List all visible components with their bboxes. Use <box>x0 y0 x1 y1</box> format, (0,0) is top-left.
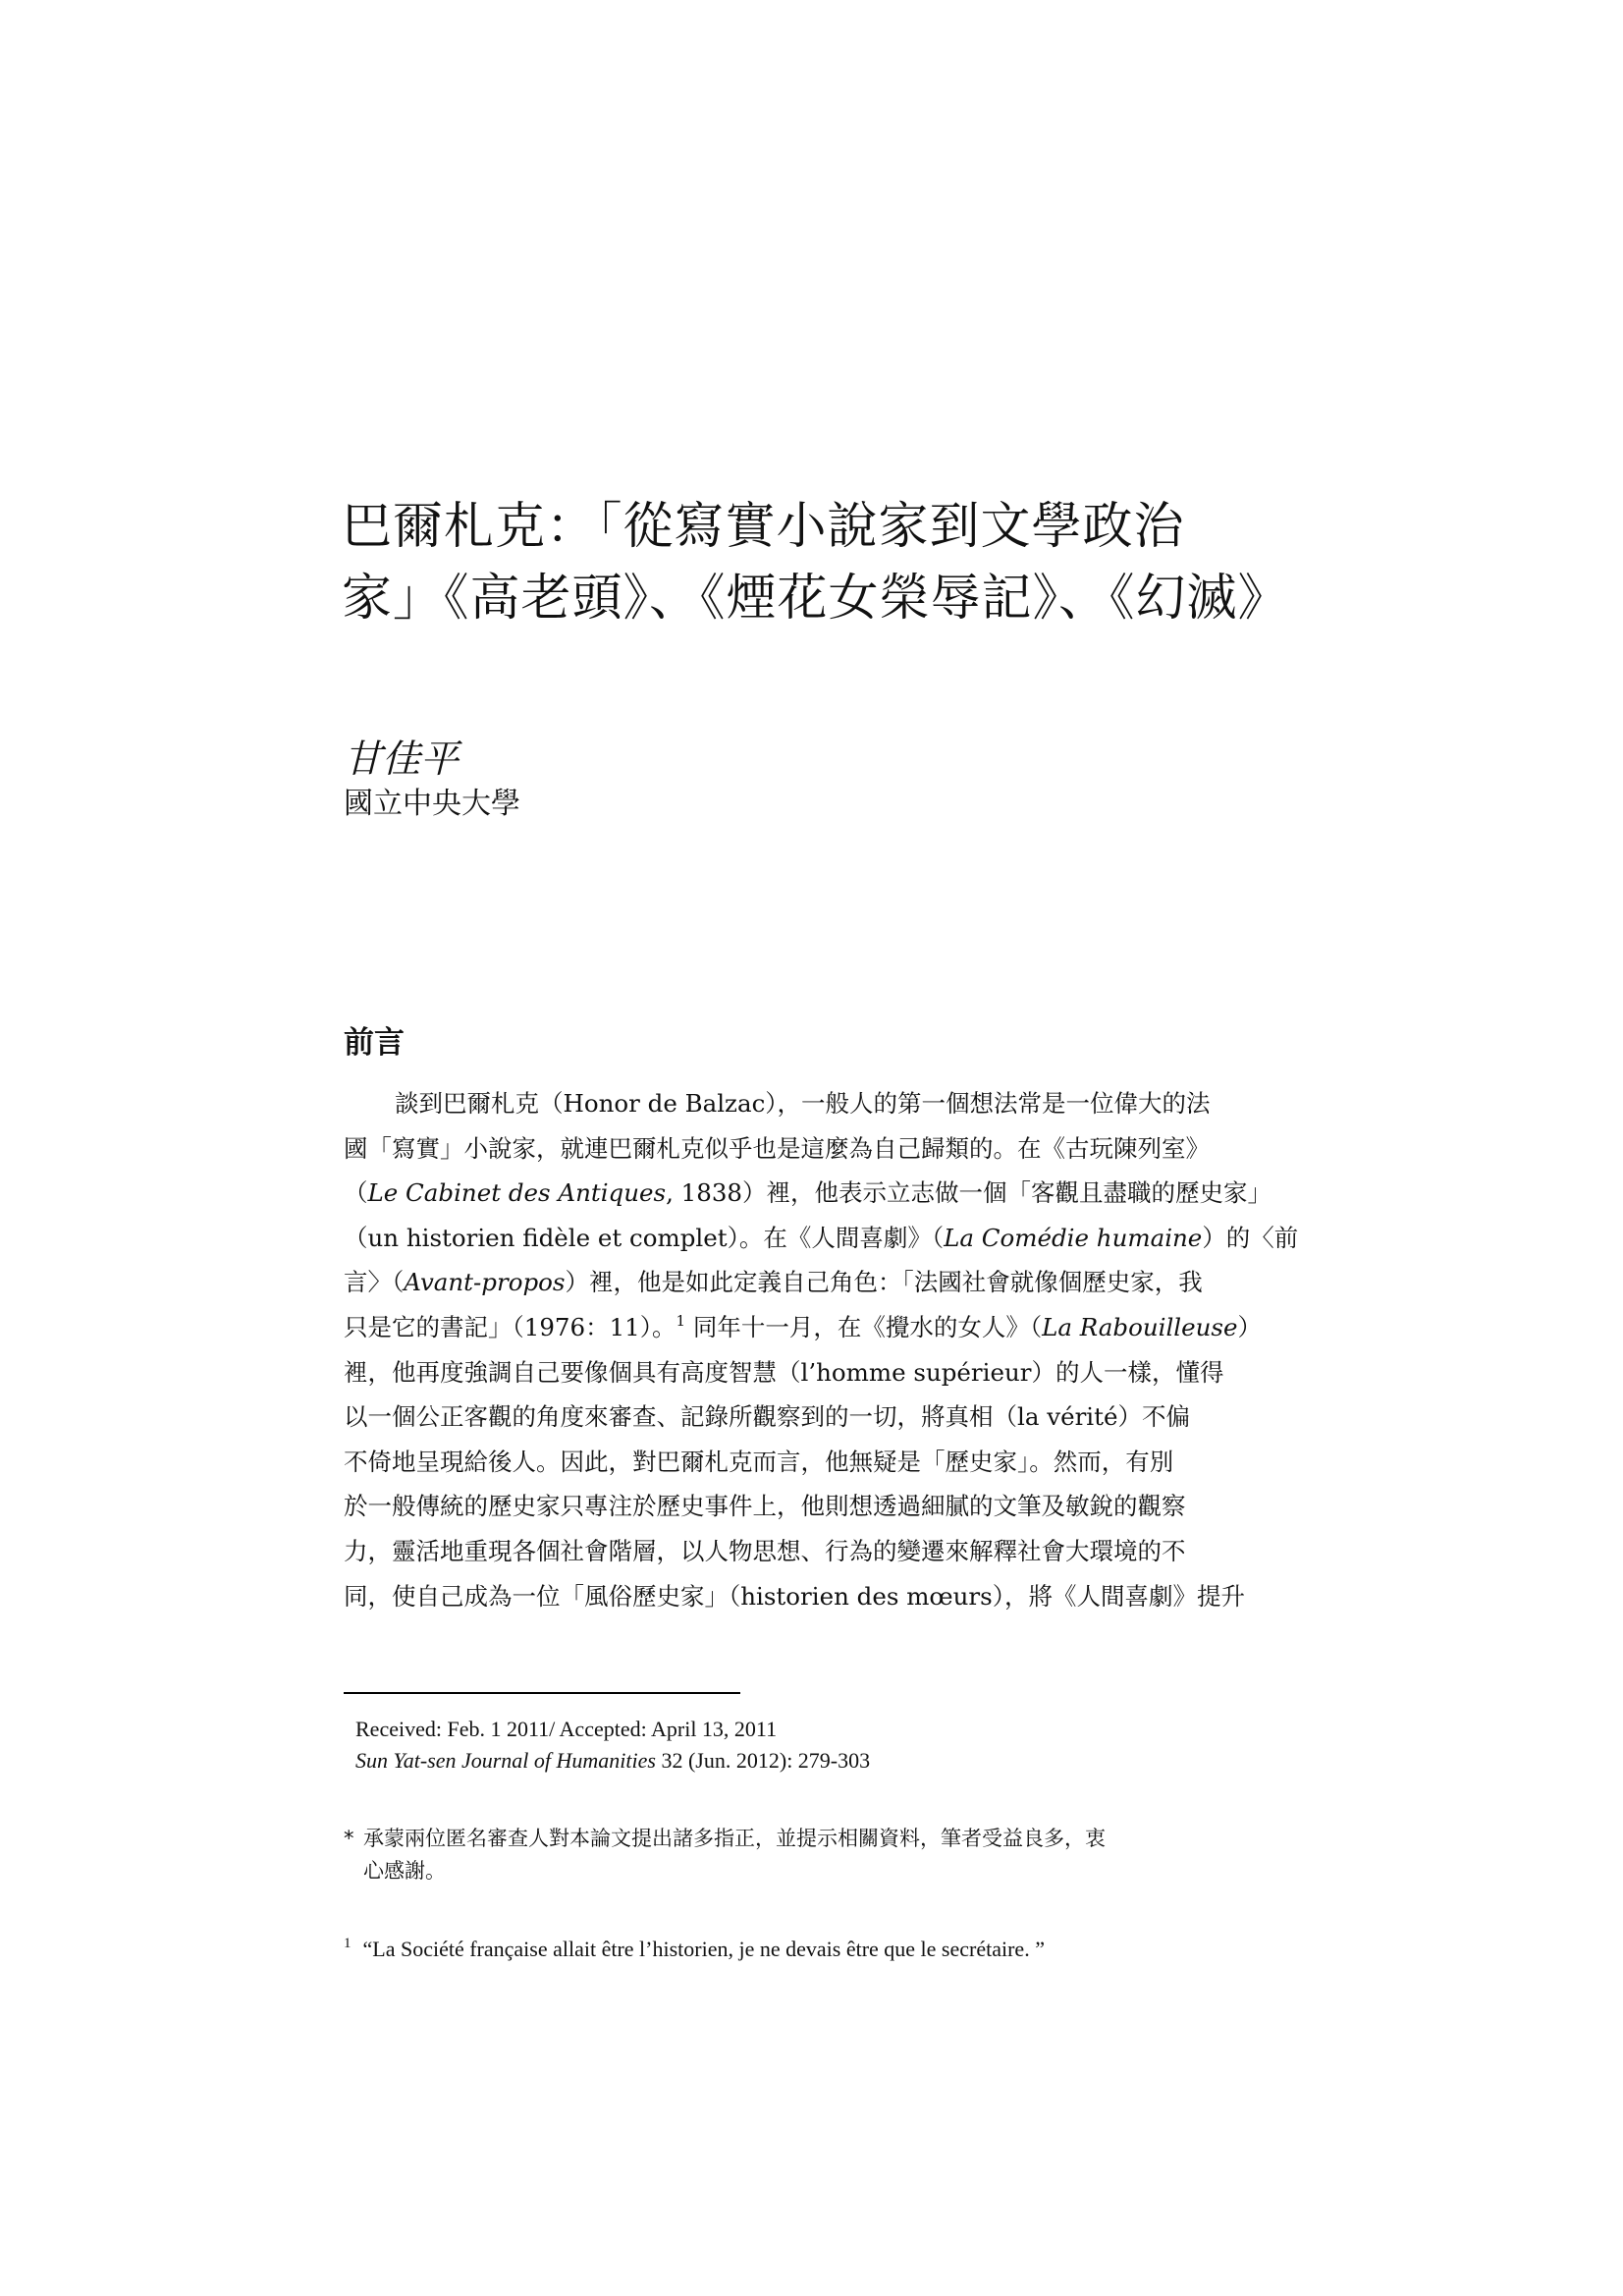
body-line: 裡，他再度強調自己要像個具有高度智慧（l’homme supérieur）的人一樣，懂得 <box>344 1357 1224 1387</box>
footnote-number: 1 <box>344 1936 352 1951</box>
footnote-divider <box>344 1692 740 1694</box>
paper-title <box>342 491 1304 634</box>
italic-title: La Rabouilleuse <box>1042 1312 1238 1341</box>
title-line-2: 家」《高老頭》、《煙花女榮辱記》、《幻滅》 <box>342 570 1289 628</box>
footnote-1 <box>344 1928 1306 1965</box>
body-line: 力，靈活地重現各個社會階層，以人物思想、行為的變遷來解釋社會大環境的不 <box>344 1536 1186 1565</box>
body-line: 談到巴爾札克（Honor de Balzac），一般人的第一個想法常是一位偉大的法 <box>395 1089 1211 1118</box>
footnote-ref[interactable]: 1 <box>676 1311 686 1330</box>
publication-info <box>355 1714 1318 1777</box>
body-line: （un historien fidèle et complet）。在《人間喜劇》（La Comédie humaine）的〈前 <box>344 1223 1299 1252</box>
journal-citation: Sun Yat-sen Journal of Humanities 32 (Jun. 2012): 279-303 <box>355 1748 871 1773</box>
body-line: 只是它的書記」（1976：11）。$^1$ 同年十一月，在《攪水的女人》（La Rabouilleuse） <box>344 1311 1262 1341</box>
asterisk-marker: * <box>344 1827 354 1850</box>
section-heading: 前言 <box>344 1025 405 1061</box>
italic-title: Le Cabinet des Antiques <box>367 1178 667 1208</box>
body-line: 同，使自己成為一位「風俗歷史家」（historien des mœurs），將《人間喜劇》提升 <box>344 1581 1245 1611</box>
body-line: （Le Cabinet des Antiques, 1838）裡，他表示立志做一個「客觀且盡職的歷史家」 <box>344 1178 1272 1208</box>
author-name: 甘佳平 <box>344 738 460 782</box>
author-affiliation: 國立中央大學 <box>344 787 520 821</box>
body-line: 以一個公正客觀的角度來審查、記錄所觀察到的一切，將真相（la vérité）不偏 <box>344 1402 1190 1432</box>
italic-title: La Comédie humaine <box>944 1223 1203 1252</box>
body-line: 於一般傳統的歷史家只專注於歷史事件上，他則想透過細膩的文筆及敏銳的觀察 <box>344 1492 1186 1521</box>
body-paragraph <box>344 1081 1306 1618</box>
acknowledgement-footnote: * 承蒙兩位匿名審查人對本論文提出諸多指正，並提示相關資料，筆者受益良多，衷 心感謝。 <box>344 1823 1306 1887</box>
italic-title: Avant-propos <box>404 1268 566 1297</box>
received-accepted-dates: Received: Feb. 1 2011/ Accepted: April 13, 2011 <box>355 1717 778 1741</box>
body-line: 言〉（Avant-propos）裡，他是如此定義自己角色：「法國社會就像個歷史家，我 <box>344 1268 1203 1297</box>
title-line-1: 巴爾札克：「從寫實小說家到文學政治 <box>342 498 1185 556</box>
journal-name: Sun Yat-sen Journal of Humanities <box>355 1748 656 1773</box>
body-line: 不倚地呈現給後人。因此，對巴爾札克而言，他無疑是「歷史家」。然而，有別 <box>344 1447 1174 1476</box>
body-line: 國「寫實」小說家，就連巴爾札克似乎也是這麼為自己歸類的。在《古玩陳列室》 <box>344 1133 1210 1163</box>
footnote-1-text: “La Société française allait être l’historien, je ne devais être que le secrétaire. ” <box>362 1937 1045 1961</box>
